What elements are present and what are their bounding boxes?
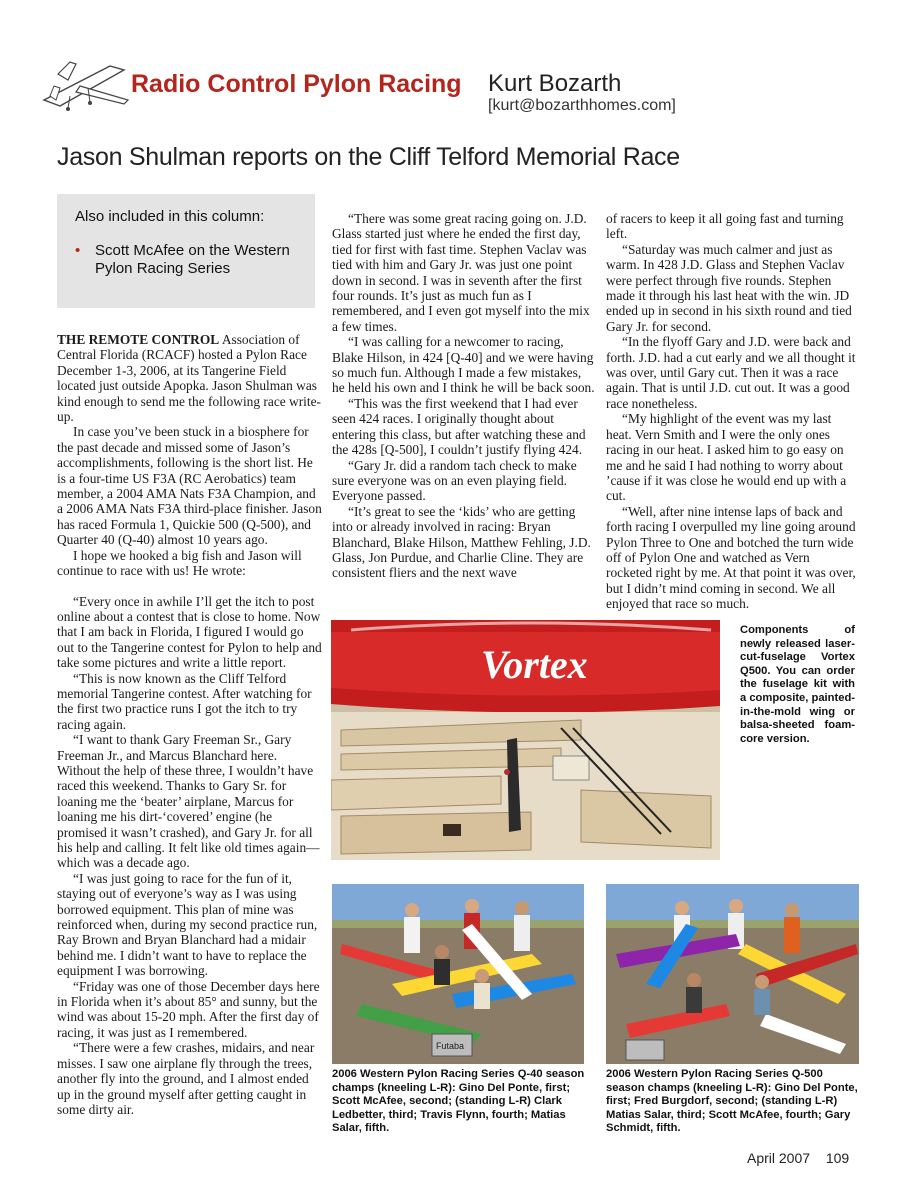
q500-photo-caption: 2006 Western Pylon Racing Series Q-500 season champs (kneeling L-R): Gino Del Ponte, first; Fred Burgdorf, second; (standing L-R) Matias Salar, third; Scott McAfee, fourth; Gary Schmidt, fifth.: [606, 1068, 858, 1135]
paragraph: “Friday was one of those December days here in Florida when it’s about 85° and sunny, but the wind was about 15-20 mph. After the first day of racing, it was just as I remembered.: [57, 978, 320, 1040]
paragraph: “Every once in awhile I’ll get the itch to post online about a contest that is close to home. Now that I am back in Florida, I figured I would go out to the Tangerine contest for Pylon to help and take some pictures and write a little report.: [57, 593, 322, 671]
also-included-title: Also included in this column:: [75, 208, 265, 225]
bullet-icon: •: [75, 242, 81, 259]
q40-champs-photo: [332, 884, 584, 1064]
column-author: Kurt Bozarth: [488, 70, 622, 97]
paragraph: “It’s great to see the ‘kids’ who are getting into or already involved in racing: Bryan Blanchard, Blake Hilson, Matthew Fehling, J.D. Glass, Jon Purdue, and Charlie Cline. They are consistent fliers and the next wave: [332, 503, 591, 581]
also-included-item: [75, 242, 295, 278]
airplane-logo-icon: [40, 56, 130, 112]
paragraph: “Saturday was much calmer and just as warm. In 428 J.D. Glass and Stephen Vaclav were perfect through five rounds. Stephen made it through his last heat with the win. JD ended up in second in his sixth round and tied Gary Jr. for second.: [606, 241, 852, 334]
paragraph-text: Association of Central Florida (RCACF) hosted a Pylon Race December 1-3, 2006, at its Tangerine Field located just outside Apopka. Jason Shulman was kind enough to send me the following race write-up.: [57, 332, 322, 425]
paragraph: “This was the first weekend that I had ever seen 424 races. I originally thought about entering this class, but after watching these and the 428s [Q-500], I couldn’t justify flying 424.: [332, 395, 586, 458]
paragraph: “Well, after nine intense laps of back and forth racing I overpulled my line going around Pylon Three to One and botched the turn wide off of Pylon One and watched as Vern rocketed right by me. At that point it was over, but I didn’t mind coming in second. We all enjoyed that race so much.: [606, 503, 856, 612]
page-number: 109: [825, 1150, 850, 1166]
author-email: [kurt@bozarthhomes.com]: [488, 97, 676, 114]
page-footer: [747, 1150, 849, 1166]
column-title: Radio Control Pylon Racing: [131, 70, 462, 98]
paragraph: “This is now known as the Cliff Telford memorial Tangerine contest. After watching for the first two practice runs I got the itch to try racing again.: [57, 670, 312, 732]
lead-in: THE REMOTE CONTROL: [57, 332, 220, 347]
also-included-item-text: Scott McAfee on the Western Pylon Racing Series: [95, 242, 290, 277]
article-column-3: [606, 211, 856, 612]
paragraph: “Gary Jr. did a random tach check to make sure everyone was on an even playing field. Everyone passed.: [332, 457, 577, 504]
paragraph: “I was just going to race for the fun of it, staying out of everyone’s way as I was using borrowed equipment. This plan of mine was reinforced when, during my second practice run, Ray Brown and Bryan Blanchard had a midair behind me. I didn’t want to have to replace the equipment I was borrowing.: [57, 870, 318, 979]
paragraph: “There was some great racing going on. J.D. Glass started just where he ended the first day, tied for first with fast time. Stephen Vaclav was tied with him and Gary Jr. was just one point down in second. I was in seventh after the first four rounds. It’s just as much fun as I remembered, and I even got myself into the mix a few times.: [332, 211, 590, 334]
paragraph: I hope we hooked a big fish and Jason will continue to race with us! He wrote:: [57, 547, 302, 579]
also-included-box: [57, 194, 315, 308]
article-column-2: [332, 211, 596, 581]
article-headline: Jason Shulman reports on the Cliff Telford Memorial Race: [57, 143, 680, 171]
kit-photo-caption: Components of newly released laser-cut-fuselage Vortex Q500. You can order the fuselage kit with a composite, painted-in-the-mold wing or balsa-sheeted foam-core version.: [740, 624, 855, 745]
paragraph: In case you’ve been stuck in a biosphere for the past decade and missed some of Jason’s accomplishments, following is the short list. He is a four-time US F3A (RC Aerobatics) team member, a 2004 AMA Nats F3A Champion, and a 2006 AMA Nats F3A third-place finisher. Jason has raced Formula 1, Quickie 500 (Q-500), and Quarter 40 (Q-40) almost 10 years ago.: [57, 424, 322, 548]
futaba-box-label: Futaba: [436, 1041, 465, 1051]
paragraph: “There were a few crashes, midairs, and near misses. I saw one airplane fly through the trees, another fly into the ground, and I almost ended up in the ground myself after getting caught in some dirty air.: [57, 1040, 315, 1117]
paragraph: of racers to keep it all going fast and turning left.: [606, 211, 844, 242]
q40-photo-caption: 2006 Western Pylon Racing Series Q-40 season champs (kneeling L-R): Gino Del Ponte, first; Scott McAfee, second; (standing L-R) Clark Ledbetter, third; Travis Flynn, fourth; Matias Salar, fifth.: [332, 1068, 585, 1135]
paragraph: “In the flyoff Gary and J.D. were back and forth. J.D. had a cut early and we all thought it was over, until Gary cut. Then it was a race again. That is until J.D. cut out. It was a good race nonetheless.: [606, 334, 856, 411]
paragraph: “My highlight of the event was my last heat. Vern Smith and I were the only ones racing in our heat. I asked him to go easy on me and he said I had nothing to worry about ’cause if it was close he would end up with a cut.: [606, 411, 847, 504]
paragraph: “I want to thank Gary Freeman Sr., Gary Freeman Jr., and Marcus Blanchard here. Without the help of these three, I wouldn’t have raced this weekend. Thanks to Gary Sr. for loaning me the ‘beater’ airplane, Marcus for loaning me his dirt-‘covered’ engine (he promised it wasn’t crashed), and Gary Jr. for all his help and calling. It felt like old times again—which was a decade ago.: [57, 732, 320, 871]
paragraph: “I was calling for a newcomer to racing, Blake Hilson, in 424 [Q-40] and we were having so much fun. Although I made a few mistakes, he held his own and I think he will be back soon.: [332, 334, 595, 396]
vortex-kit-photo: [331, 620, 720, 860]
article-column-1: [57, 332, 323, 1117]
q500-champs-photo: [606, 884, 859, 1064]
issue-date: April 2007: [747, 1150, 811, 1166]
paragraph: [57, 332, 323, 424]
vortex-brand-text: Vortex: [481, 642, 588, 687]
